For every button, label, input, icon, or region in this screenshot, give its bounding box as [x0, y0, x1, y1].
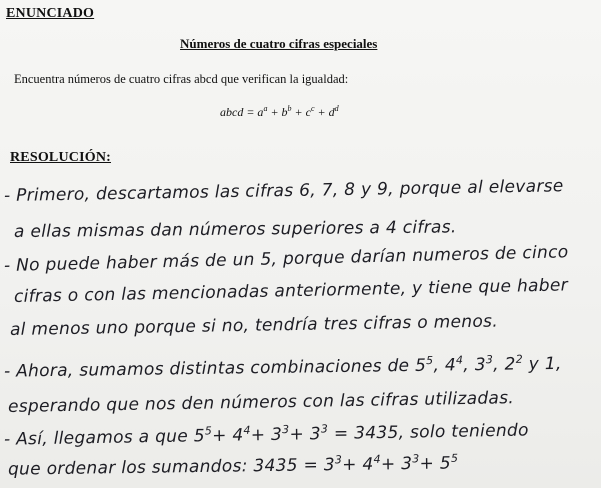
line9-exp-1: 3: [334, 453, 343, 467]
line8-term-2: + 4: [211, 425, 244, 447]
equation-term-c: + c: [291, 105, 311, 119]
line6-text: - Ahora, sumamos distintas combinaciones de 5: [3, 355, 427, 382]
line6-exp-1: 5: [426, 354, 434, 368]
handwritten-line-8: [4, 419, 529, 450]
line6-term-4: , 2: [493, 354, 516, 375]
handwritten-line-6: [4, 352, 562, 381]
line8-term-5: = 3435, solo teniendo: [328, 420, 529, 444]
line8-exp-2: 4: [243, 423, 251, 437]
line6-term-3: , 3: [463, 354, 487, 376]
line6-exp-3: 3: [485, 353, 494, 367]
equation-exp-d: d: [334, 104, 339, 113]
line8-exp-1: 5: [204, 424, 213, 438]
equation-term-b: + b: [267, 105, 288, 119]
line8-term-3: + 3: [250, 424, 283, 446]
line8-exp-3: 3: [282, 423, 290, 437]
line8-text: - Así, llegamos a que 5: [3, 426, 206, 450]
line9-term-3: + 3: [380, 454, 413, 475]
line8-exp-4: 3: [320, 422, 329, 436]
line9-text: que ordenar los sumandos: 3435 = 3: [7, 455, 336, 480]
line9-exp-3: 3: [412, 452, 420, 466]
line6-term-5: y 1,: [522, 353, 562, 375]
handwritten-line-2: a ellas mismas dan números superiores a 4 cifras.: [13, 217, 457, 242]
handwritten-line-5: al menos uno porque si no, tendría tres cifras o menos.: [9, 311, 499, 340]
equation-exp-a: a: [263, 104, 268, 113]
equation-term-d: + d: [314, 105, 335, 119]
line8-term-4: + 3: [289, 424, 322, 445]
line9-exp-4: 5: [450, 451, 459, 465]
line6-exp-2: 4: [455, 353, 464, 367]
equation-lhs: abcd = a: [220, 105, 264, 119]
resolucion-heading: RESOLUCIÓN:: [10, 150, 111, 165]
handwritten-line-4: cifras o con las mencionadas anteriormente, y tiene que haber: [13, 275, 569, 307]
line6-term-2: , 4: [433, 355, 457, 376]
equation-exp-c: c: [310, 104, 315, 113]
problem-title: Números de cuatro cifras especiales: [180, 36, 378, 51]
handwritten-line-9: [8, 452, 459, 480]
enunciado-heading: ENUNCIADO: [6, 6, 95, 21]
equation-exp-b: b: [287, 104, 292, 113]
equation: [220, 104, 339, 120]
problem-statement: Encuentra números de cuatro cifras abcd que verifican la igualdad:: [14, 72, 349, 86]
line9-term-4: + 5: [419, 453, 452, 474]
handwritten-line-3: - No puede haber más de un 5, porque darían numeros de cinco: [3, 242, 569, 276]
line6-exp-4: 2: [515, 352, 524, 366]
handwritten-line-1: - Primero, descartamos las cifras 6, 7, 8 y 9, porque al elevarse: [3, 176, 564, 206]
handwritten-line-7: esperando que nos den números con las cifras utilizadas.: [7, 388, 515, 417]
line9-term-2: + 4: [342, 454, 374, 475]
line9-exp-2: 4: [373, 452, 381, 466]
